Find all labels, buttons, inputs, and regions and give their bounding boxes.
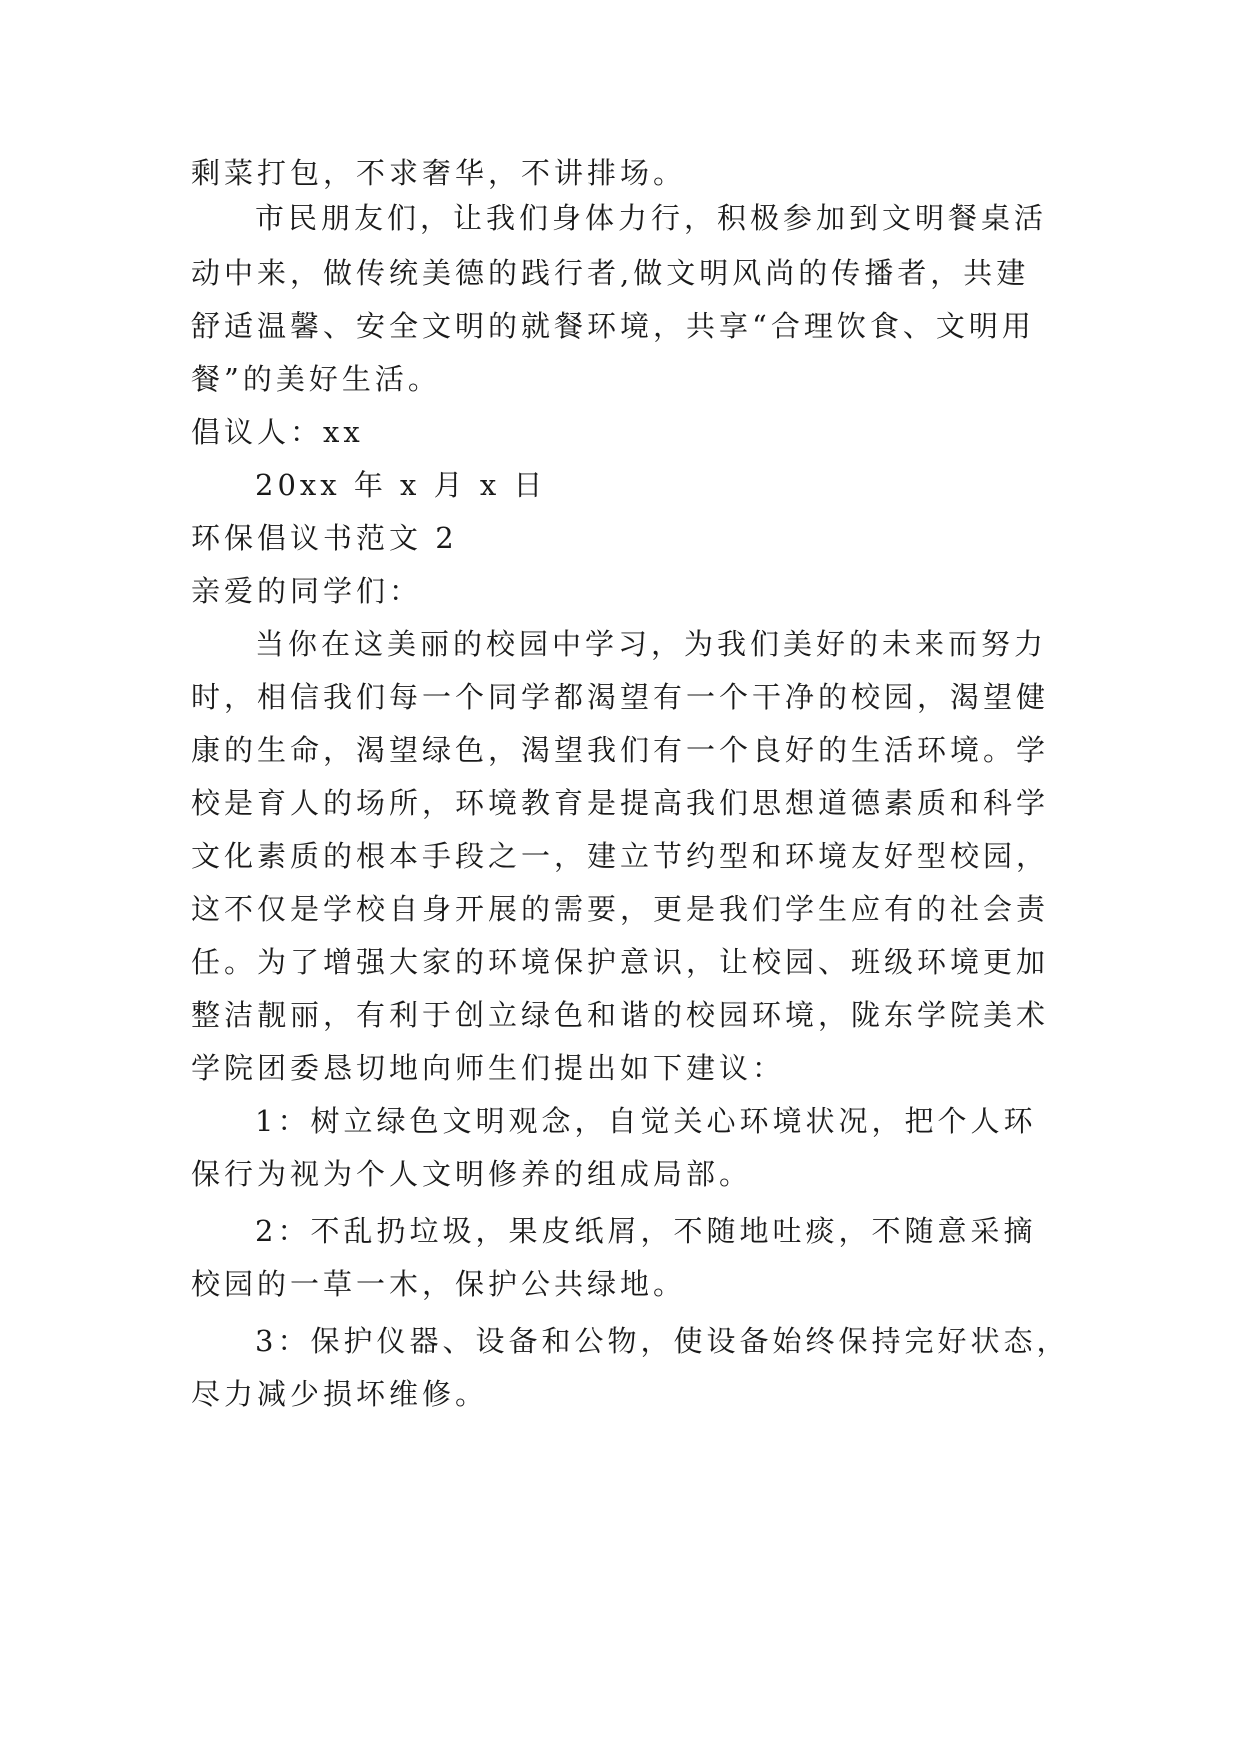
paragraph-line: 市民朋友们，让我们身体力行，积极参加到文明餐桌活	[255, 201, 1048, 235]
list-item-1: 1：树立绿色文明观念，自觉关心环境状况，把个人环	[255, 1104, 1037, 1138]
salutation: 亲爱的同学们：	[191, 574, 423, 608]
paragraph-line: 康的生命，渴望绿色，渴望我们有一个良好的生活环境。学	[191, 733, 1050, 767]
paragraph-line: 舒适温馨、安全文明的就餐环境，共享“合理饮食、文明用	[191, 309, 1035, 343]
paragraph-line: 任。为了增强大家的环境保护意识，让校园、班级环境更加	[191, 945, 1050, 979]
paragraph-line: 动中来，做传统美德的践行者,做文明风尚的传播者，共建	[191, 256, 1030, 290]
paragraph-line: 校是育人的场所，环境教育是提高我们思想道德素质和科学	[191, 786, 1050, 820]
paragraph-line: 时，相信我们每一个同学都渴望有一个干净的校园，渴望健	[191, 680, 1050, 714]
list-item-3: 3：保护仪器、设备和公物，使设备始终保持完好状态，	[255, 1324, 1070, 1358]
paragraph-line: 这不仅是学校自身开展的需要，更是我们学生应有的社会责	[191, 892, 1050, 926]
paragraph-line: 文化素质的根本手段之一，建立节约型和环境友好型校园，	[191, 839, 1050, 873]
section-title: 环保倡议书范文 2	[191, 521, 458, 555]
list-item-3-cont: 尽力减少损坏维修。	[191, 1377, 489, 1411]
date-line: 20xx 年 x 月 x 日	[255, 468, 547, 502]
paragraph-line: 学院团委恳切地向师生们提出如下建议：	[191, 1051, 786, 1085]
list-item-2: 2：不乱扔垃圾，果皮纸屑，不随地吐痰，不随意采摘	[255, 1214, 1037, 1248]
list-item-2-cont: 校园的一草一木，保护公共绿地。	[191, 1267, 687, 1301]
paragraph-line: 餐”的美好生活。	[191, 362, 441, 396]
paragraph-line: 当你在这美丽的校园中学习，为我们美好的未来而努力	[255, 627, 1048, 661]
paragraph-line: 剩菜打包，不求奢华，不讲排场。	[191, 156, 687, 190]
list-item-1-cont: 保行为视为个人文明修养的组成局部。	[191, 1157, 753, 1191]
paragraph-line: 整洁靓丽，有利于创立绿色和谐的校园环境，陇东学院美术	[191, 998, 1050, 1032]
signature-line: 倡议人：xx	[191, 415, 364, 449]
